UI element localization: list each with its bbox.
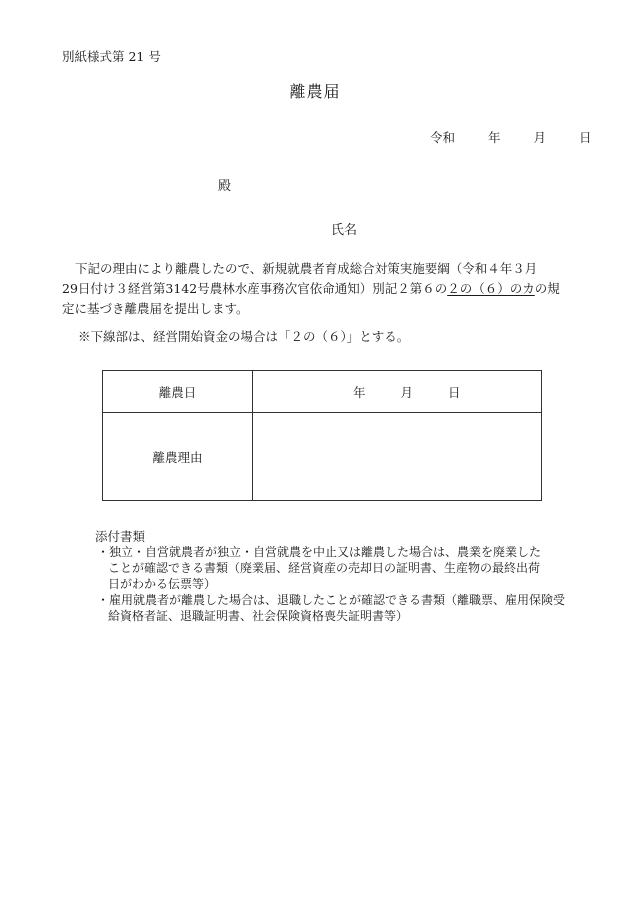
date-month: 月 (533, 130, 546, 145)
withdrawal-reason-field[interactable] (253, 413, 542, 501)
date-year: 年 (487, 130, 501, 145)
body-line-1: 下記の理由により離農したので、新規就農者育成総合対策実施要綱（令和４年３月 (75, 261, 538, 276)
attachment-item-1-line-3: 日がわかる伝票等） (108, 577, 217, 591)
body-line-2 (62, 279, 582, 299)
body-line-2-pre: 29日付け３経営第3142号農林水産事務次官依命通知）別記２第６の (62, 281, 448, 296)
attachments-list (97, 544, 597, 624)
body-underlined-clause: ２の（６）のカ (447, 281, 535, 296)
withdrawal-reason-label: 離農理由 (103, 413, 253, 501)
withdrawal-date-year: 年 (352, 384, 366, 400)
attachments-title: 添付書類 (95, 529, 146, 544)
withdrawal-table (102, 370, 542, 501)
date-day: 日 (578, 130, 592, 145)
addressee-suffix: 殿 (218, 179, 232, 194)
name-label: 氏名 (331, 223, 358, 238)
body-line-3: 定に基づき離農届を提出します。 (62, 301, 249, 316)
withdrawal-date-day: 日 (447, 384, 461, 400)
body-line-2-post: の規 (534, 281, 560, 296)
attachment-item-1-line-1: ・独立・自営就農者が独立・自営就農を中止又は離農した場合は、農業を廃業した (97, 545, 542, 559)
body-paragraph (62, 259, 582, 319)
date-era: 令和 (430, 130, 456, 145)
withdrawal-date-label: 離農日 (103, 371, 253, 413)
document-title: 離農届 (289, 82, 341, 101)
table-row (103, 371, 542, 413)
attachment-item-2-line-2: 給資格者証、退職証明書、社会保険資格喪失証明書等） (108, 609, 409, 623)
table-row (103, 413, 542, 501)
attachment-item-2-line-1: ・雇用就農者が離農した場合は、退職したことが確認できる書類（離職票、雇用保険受 (97, 593, 566, 607)
underline-note: ※下線部は、経営開始資金の場合は「２の（６）」とする。 (78, 329, 410, 344)
date-line (430, 128, 591, 146)
attachment-item-1-line-2: ことが確認できる書類（廃業届、経営資産の売却日の証明書、生産物の最終出荷 (108, 561, 541, 575)
withdrawal-date-field[interactable] (253, 371, 542, 413)
form-number: 別紙様式第 21 号 (62, 49, 161, 64)
withdrawal-date-month: 月 (400, 384, 413, 400)
